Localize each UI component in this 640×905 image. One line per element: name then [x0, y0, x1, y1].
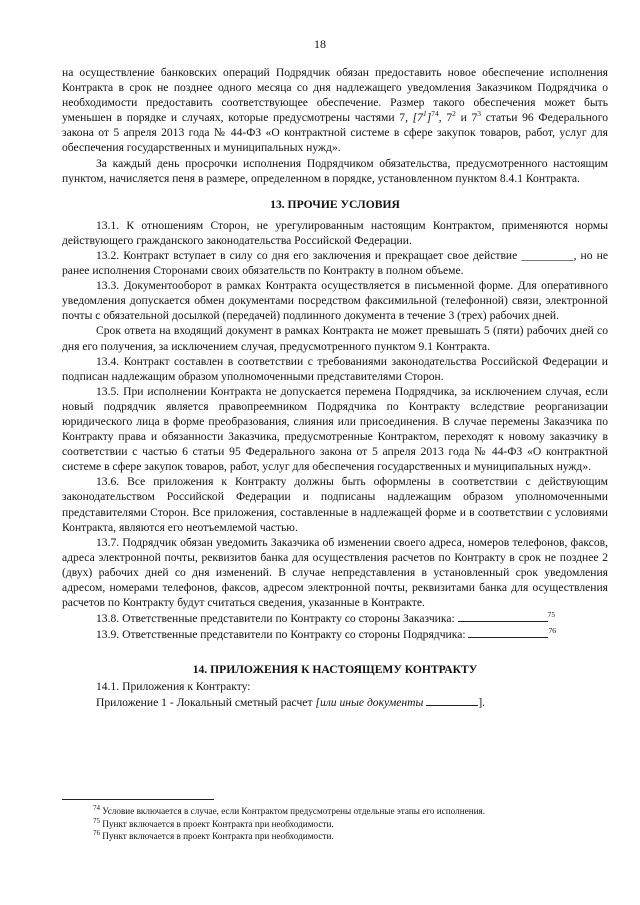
- footnote-separator: [62, 799, 214, 800]
- bracket-part-7-1: $[7^1]$: [412, 109, 432, 125]
- paragraph-guarantee: на осуществление банковских операций Подрядчик обязан предоставить новое обеспечение исполнения Контракта в срок не позднее одного месяца со дня надлежащего уведомления Заказчиком Подрядчика о необходимости предоставить соответствующее обеспечение. Размер такого обеспечения может быть уменьшен в порядке и случаях, которые предусмотрены частями 7, $[7^1]^{74}$, $7^2$ и $7^3$ статьи 96 Федерального закона от 5 апреля 2013 года № 44-ФЗ «О контрактной системе в сфере закупок товаров, работ, услуг для обеспечения государственных и муниципальных нужд».: [62, 66, 608, 155]
- clause-13-7: 13.7. Подрядчик обязан уведомить Заказчика об изменении своего адреса, номеров телефонов, факсов, адреса электронной почты, реквизитов банка для осуществления расчетов по Контракту в срок не позднее 2 (двух) рабочих дней со дня изменений. В случае непредставления в установленный срок уведомления адресом, номерами телефонов, факсов, адресом электронной почты, реквизитами банка для осуществления расчетов по Контракту будут считаться сведения, указанные в Контракте.: [62, 535, 608, 610]
- footnotes: [93, 805, 608, 843]
- footnote-76: $^{76}$ Пункт включается в проект Контракта при необходимости.: [93, 829, 334, 842]
- footnote-75: $^{75}$ Пункт включается в проект Контракта при необходимости.: [93, 816, 334, 829]
- section-13-title: 13. ПРОЧИЕ УСЛОВИЯ: [270, 197, 400, 211]
- paragraph-penalty: За каждый день просрочки исполнения Подрядчиком обязательства, предусмотренного настоящим пунктом, начисляется пеня в размере, определенном в порядке, установленном пунктом 8.4.1 Контракта.: [62, 156, 608, 185]
- footnote-ref-74: 74: [431, 109, 439, 119]
- clause-14-1: 14.1. Приложения к Контракту:: [96, 680, 251, 694]
- annex-1: Приложение 1 - Локальный сметный расчет [или иные документы ].: [96, 696, 486, 710]
- clause-13-8: 13.8. Ответственные представители по Контракту со стороны Заказчика: $^{75}$: [96, 610, 556, 626]
- page-number: 18: [314, 37, 326, 51]
- clause-13-2: 13.2. Контракт вступает в силу со дня его заключения и прекращает свое действие _________, но не ранее исполнения Сторонами своих обязательств по Контракту в полном объеме.: [62, 248, 608, 278]
- clause-13-5: 13.5. При исполнении Контракта не допускается перемена Подрядчика, за исключением случая, если новый подрядчик является правопреемником Подрядчика по Контракту вследствие реорганизации юридического лица в форме преобразования, слияния или присоединения. В случае перемены Заказчика по Контракту права и обязанности Заказчика, предусмотренные Контрактом, переходят к новому заказчику в соответствии с частью 6 статьи 95 Федерального закона от 5 апреля 2013 года № 44-ФЗ «О контрактной системе в сфере закупок товаров, работ, услуг для обеспечения государственных и муниципальных нужд».: [62, 384, 608, 474]
- clause-13-3-response: Срок ответа на входящий документ в рамках Контракта не может превышать 5 (пяти) рабочих дней со дня его получения, за исключением случая, предусмотренного пунктом 9.1 Контракта.: [62, 324, 608, 353]
- footnote-ref-76: 76: [548, 626, 556, 636]
- contractor-representative-field[interactable]: [468, 626, 548, 638]
- clause-13-6: 13.6. Все приложения к Контракту должны быть оформлены в соответствии с действующим законодательством Российской Федерации и подписаны надлежащим образом уполномоченными представителями Сторон. Все приложения, составленные в надлежащей форме и в соответствии с условиями Контракта, являются его неотъемлемой частью.: [62, 475, 608, 534]
- clause-13-3: 13.3. Документооборот в рамках Контракта осуществляется в письменной форме. Для оперативного уведомления допускается обмен документами посредством факсимильной (телефонной) связи, электронной почты с обязательной досылкой (передачей) подлинного документа в течение 3 (трех) рабочих дней.: [62, 279, 608, 323]
- document-body: [62, 65, 608, 711]
- clause-13-9: 13.9. Ответственные представители по Контракту со стороны Подрядчика: $^{76}$: [96, 626, 556, 642]
- clause-13-4: 13.4. Контракт составлен в соответствии с требованиями законодательства Российской Федерации и подписан надлежащим образом уполномоченными представителями Сторон.: [62, 354, 608, 383]
- other-documents-field[interactable]: [426, 694, 478, 706]
- section-14-title: 14. ПРИЛОЖЕНИЯ К НАСТОЯЩЕМУ КОНТРАКТУ: [192, 663, 478, 677]
- clause-13-1: 13.1. К отношениям Сторон, не урегулированным настоящим Контрактом, применяются нормы действующего гражданского законодательства Российской Федерации.: [62, 218, 608, 247]
- footnote-ref-75: 75: [547, 610, 556, 620]
- footnote-74: $^{74}$ Условие включается в случае, если Контрактом предусмотрены отдельные этапы его исполнения.: [93, 803, 486, 816]
- customer-representative-field[interactable]: [458, 610, 548, 622]
